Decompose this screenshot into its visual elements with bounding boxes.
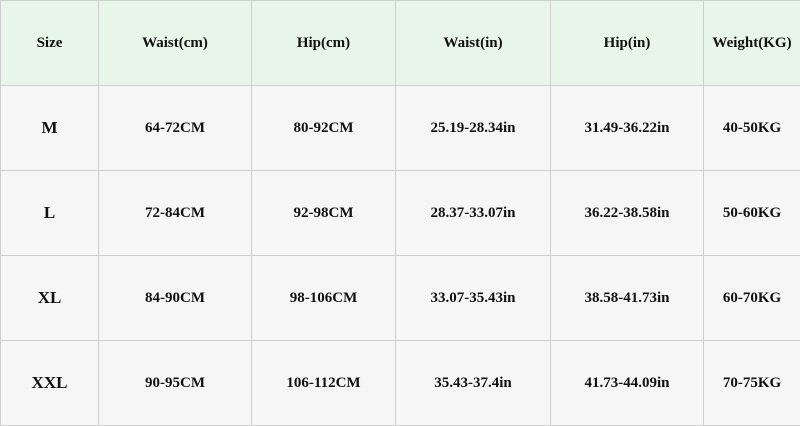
cell-waist-cm: 84-90CM xyxy=(99,256,252,341)
column-header-weight-kg: Weight(KG) xyxy=(704,1,800,86)
cell-waist-cm: 64-72CM xyxy=(99,86,252,171)
cell-waist-cm: 72-84CM xyxy=(99,171,252,256)
cell-weight-kg: 60-70KG xyxy=(704,256,800,341)
cell-waist-cm: 90-95CM xyxy=(99,341,252,426)
cell-hip-cm: 98-106CM xyxy=(252,256,396,341)
cell-hip-cm: 80-92CM xyxy=(252,86,396,171)
column-header-hip-in: Hip(in) xyxy=(551,1,704,86)
table-row xyxy=(1,256,800,341)
cell-hip-cm: 106-112CM xyxy=(252,341,396,426)
cell-size: XXL xyxy=(1,341,99,426)
column-header-waist-cm: Waist(cm) xyxy=(99,1,252,86)
table-row xyxy=(1,171,800,256)
cell-size: L xyxy=(1,171,99,256)
cell-waist-in: 28.37-33.07in xyxy=(396,171,551,256)
cell-weight-kg: 50-60KG xyxy=(704,171,800,256)
cell-weight-kg: 70-75KG xyxy=(704,341,800,426)
cell-size: M xyxy=(1,86,99,171)
cell-hip-cm: 92-98CM xyxy=(252,171,396,256)
cell-hip-in: 38.58-41.73in xyxy=(551,256,704,341)
column-header-waist-in: Waist(in) xyxy=(396,1,551,86)
cell-hip-in: 41.73-44.09in xyxy=(551,341,704,426)
table-row xyxy=(1,86,800,171)
cell-waist-in: 33.07-35.43in xyxy=(396,256,551,341)
cell-waist-in: 25.19-28.34in xyxy=(396,86,551,171)
cell-hip-in: 36.22-38.58in xyxy=(551,171,704,256)
header-row xyxy=(1,1,800,86)
cell-hip-in: 31.49-36.22in xyxy=(551,86,704,171)
cell-size: XL xyxy=(1,256,99,341)
table-row xyxy=(1,341,800,426)
column-header-size: Size xyxy=(1,1,99,86)
cell-waist-in: 35.43-37.4in xyxy=(396,341,551,426)
table-header xyxy=(1,1,800,86)
column-header-hip-cm: Hip(cm) xyxy=(252,1,396,86)
table-body xyxy=(1,86,800,426)
cell-weight-kg: 40-50KG xyxy=(704,86,800,171)
